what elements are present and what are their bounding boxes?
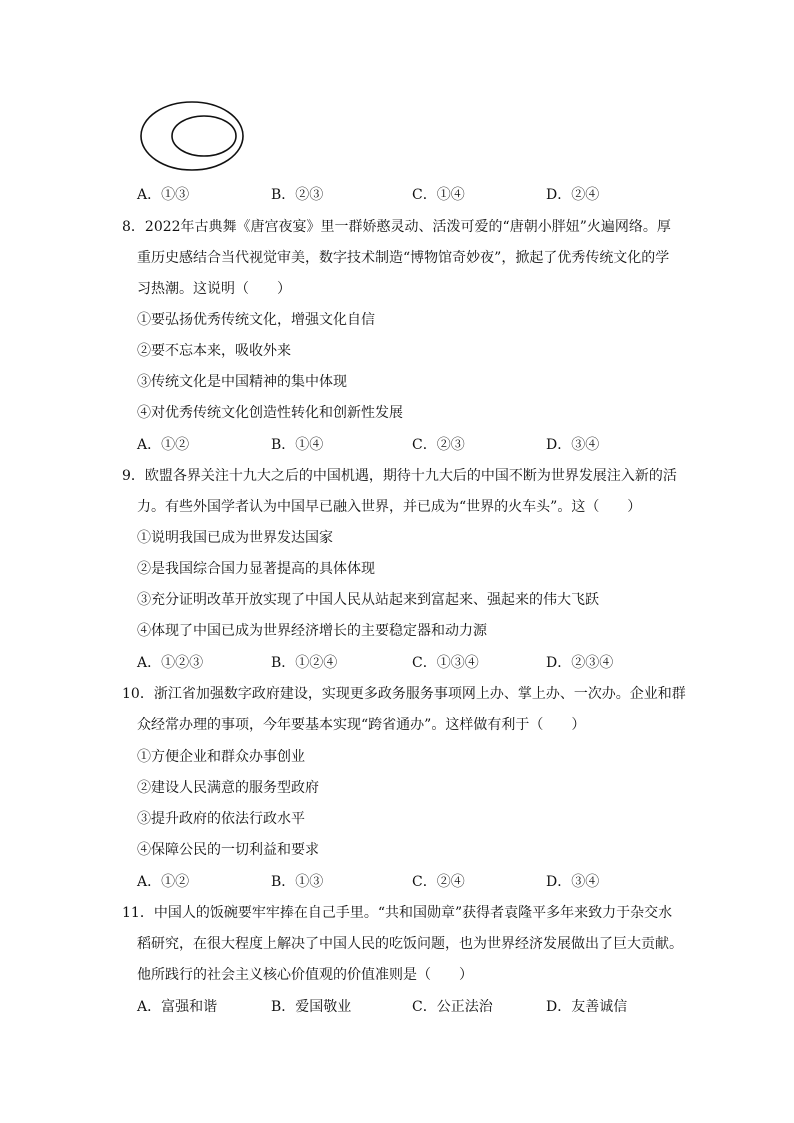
q9-option-d: D．②③④: [546, 655, 614, 671]
q9-option-b: B．①②④: [271, 655, 338, 671]
q7-option-a: A．①③: [137, 187, 190, 203]
q10-stem-line-2: 众经常办理的事项，今年要基本实现“跨省通办”。这样做有利于（ ）: [137, 717, 586, 733]
q8-stem-line-1: 8．2022年古典舞《唐宫夜宴》里一群娇憨灵动、活泼可爱的“唐朝小胖妞”火遍网络。厚: [122, 219, 671, 235]
q9-stem-line-1: 9．欧盟各界关注十九大之后的中国机遇，期待十九大后的中国不断为世界发展注入新的活: [122, 468, 677, 484]
q10-statement-4: ④保障公民的一切利益和要求: [137, 842, 319, 858]
q10-statement-1: ①方便企业和群众办事创业: [137, 749, 305, 765]
q10-option-b: B．①③: [271, 874, 324, 890]
q8-option-a: A．①②: [137, 437, 190, 453]
q8-statement-3: ③传统文化是中国精神的集中体现: [137, 374, 347, 390]
q10-statement-3: ③提升政府的依法行政水平: [137, 811, 305, 827]
q9-statement-1: ①说明我国已成为世界发达国家: [137, 530, 333, 546]
q9-option-a: A．①②③: [137, 655, 204, 671]
outer-ellipse: [141, 102, 243, 170]
q8-statement-2: ②要不忘本来，吸收外来: [137, 343, 291, 359]
q9-stem-line-2: 力。有些外国学者认为中国早已融入世界，并已成为“世界的火车头”。这（ ）: [137, 499, 642, 515]
q8-stem-line-3: 习热潮。这说明（ ）: [137, 281, 291, 297]
q9-statement-4: ④体现了中国已成为世界经济增长的主要稳定器和动力源: [137, 623, 487, 639]
q8-statement-4: ④对优秀传统文化创造性转化和创新性发展: [137, 405, 403, 421]
q11-stem-line-3: 他所践行的社会主义核心价值观的价值准则是（ ）: [137, 967, 473, 983]
q10-stem-line-1: 10．浙江省加强数字政府建设，实现更多政务服务事项网上办、掌上办、一次办。企业和群: [122, 686, 686, 702]
q11-stem-line-2: 稻研究，在很大程度上解决了中国人民的吃饭问题，也为世界经济发展做出了巨大贡献。: [137, 936, 683, 952]
q10-statement-2: ②建设人民满意的服务型政府: [137, 780, 319, 796]
q10-option-d: D．③④: [546, 874, 600, 890]
q9-option-c: C．①③④: [412, 655, 479, 671]
inner-ellipse: [172, 116, 236, 156]
q7-option-b: B．②③: [271, 187, 324, 203]
q8-option-c: C．②③: [412, 437, 465, 453]
q10-option-c: C．②④: [412, 874, 465, 890]
q8-option-d: D．③④: [546, 437, 600, 453]
q11-stem-line-1: 11．中国人的饭碗要牢牢捧在自己手里。“共和国勋章”获得者袁隆平多年来致力于杂交水: [122, 905, 673, 921]
q10-option-a: A．①②: [137, 874, 190, 890]
q7-option-d: D．②④: [546, 187, 600, 203]
q8-option-b: B．①④: [271, 437, 324, 453]
q11-option-d: D．友善诚信: [546, 999, 628, 1015]
q7-option-c: C．①④: [412, 187, 465, 203]
nested-ellipses-figure: [138, 96, 248, 176]
q9-statement-3: ③充分证明改革开放实现了中国人民从站起来到富起来、强起来的伟大飞跃: [137, 592, 599, 608]
q8-stem-line-2: 重历史感结合当代视觉审美，数字技术制造“博物馆奇妙夜”，掀起了优秀传统文化的学: [137, 250, 670, 266]
q9-statement-2: ②是我国综合国力显著提高的具体体现: [137, 561, 375, 577]
q11-option-b: B．爱国敬业: [271, 999, 352, 1015]
q8-statement-1: ①要弘扬优秀传统文化，增强文化自信: [137, 312, 375, 328]
q11-option-c: C．公正法治: [412, 999, 493, 1015]
q11-option-a: A．富强和谐: [137, 999, 218, 1015]
